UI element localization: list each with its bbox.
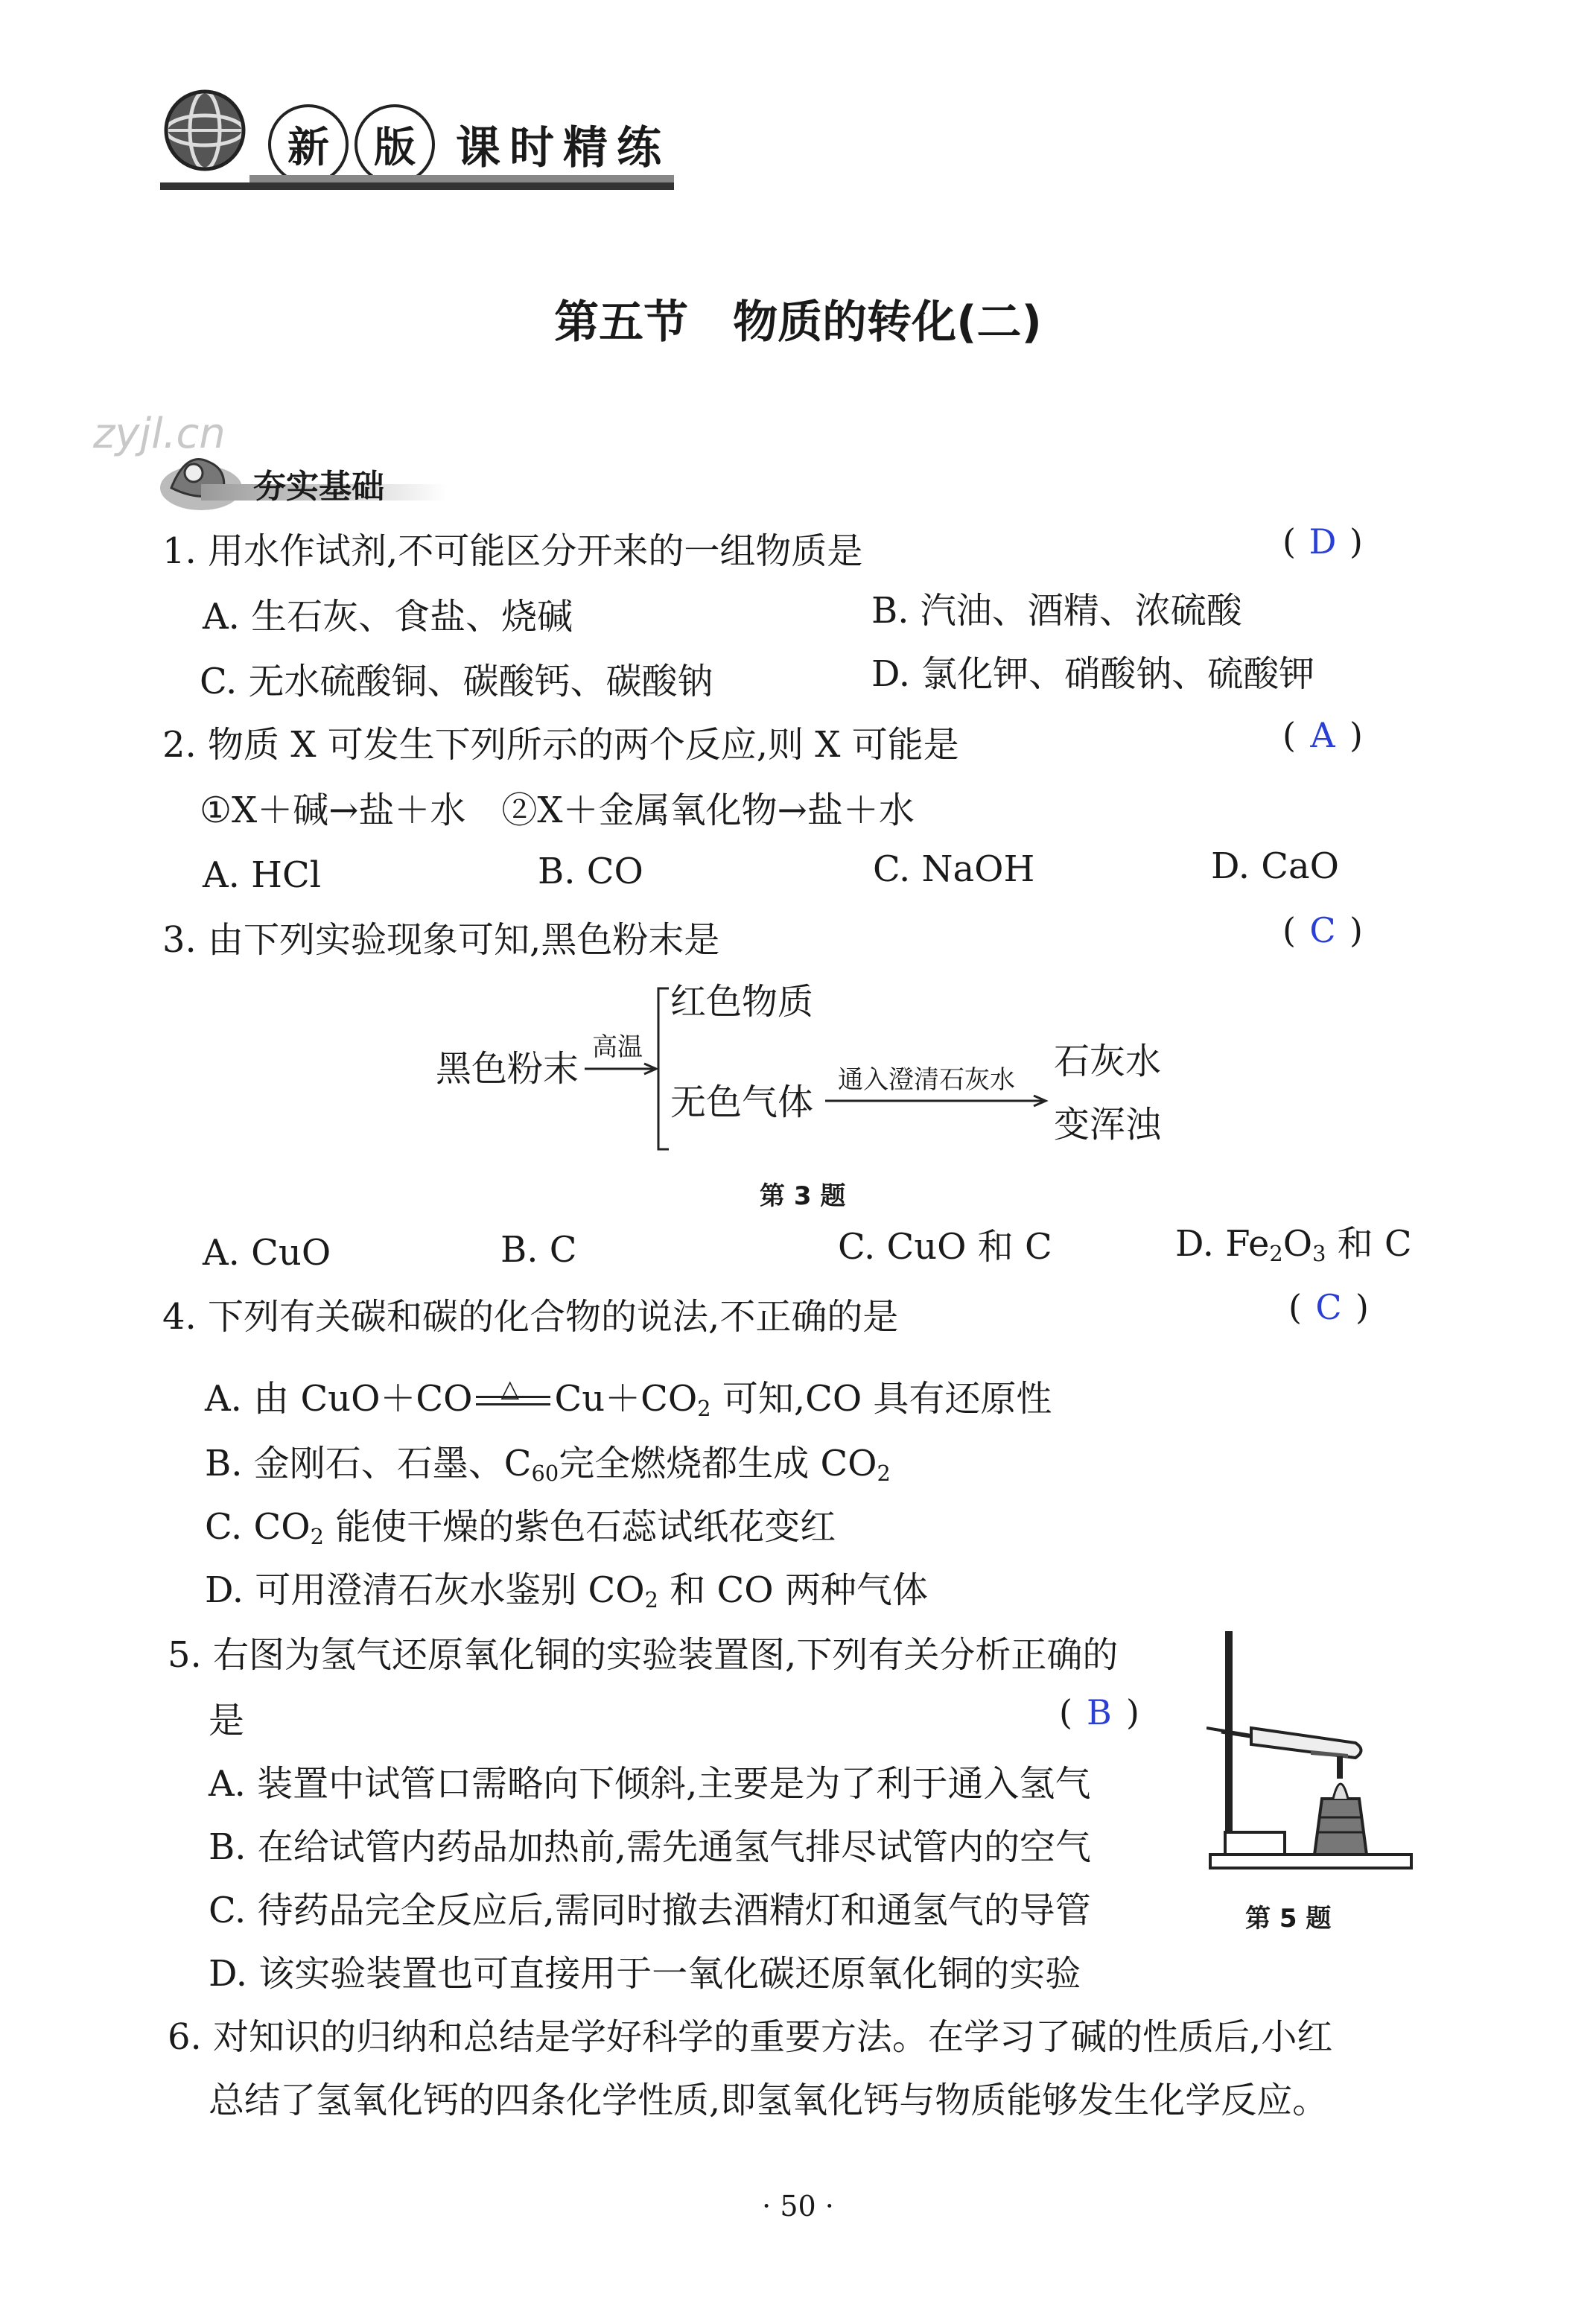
header-underline (160, 182, 674, 190)
q3-diagram-product-1: 红色物质 (670, 981, 814, 1023)
header (160, 71, 674, 197)
q4-answer: C (1315, 1287, 1342, 1327)
q5-option-b: B. 在给试管内药品加热前,需先通氢气排尽试管内的空气 (209, 1826, 1092, 1868)
q1-answer-slot: ( D ) (1282, 521, 1363, 562)
q5-option-c: C. 待药品完全反应后,需同时撤去酒精灯和通氢气的导管 (209, 1890, 1091, 1931)
q4-option-b: B. 金刚石、石墨、$C_{60}$完全燃烧都生成 $CO_2$ (205, 1443, 891, 1487)
q2-option-c: C. NaOH (873, 848, 1035, 890)
q3-option-a: A. CuO (203, 1232, 331, 1274)
q3-option-c: C. CuO 和 C (838, 1226, 1052, 1268)
q4-option-a: A. 由 CuO＋CO △ $Cu+CO_2$ 可知,CO 具有还原性 (205, 1376, 1052, 1421)
q2-answer-slot: ( A ) (1282, 715, 1363, 755)
header-badge-edition: 版 (355, 104, 435, 185)
q2-answer: A (1310, 715, 1335, 755)
q3-arrow-1 (585, 1061, 659, 1076)
q4-reaction-equals (473, 1373, 555, 1417)
q5-stem-line1: 5. 右图为氢气还原氧化铜的实验装置图,下列有关分析正确的 (168, 1634, 1119, 1676)
q3-bracket (655, 987, 670, 1151)
q3-option-d: D. $Fe_2O_3$ 和 C (1175, 1223, 1412, 1267)
q3-diagram-result-line2: 变浑浊 (1054, 1104, 1162, 1146)
page-number: · 50 · (762, 2190, 834, 2223)
q2-reactions: ①X＋碱→盐＋水 ②X＋金属氧化物→盐＋水 (200, 790, 915, 831)
q5-answer-slot: ( B ) (1059, 1692, 1139, 1732)
q4-option-d: D. 可用澄清石灰水鉴别 $CO_2$ 和 CO 两种气体 (205, 1569, 928, 1613)
q5-stem-line2: 是 (209, 1700, 245, 1741)
q3-arrow-2 (825, 1093, 1049, 1108)
q3-diagram-result-line1: 石灰水 (1054, 1041, 1162, 1082)
q3-diagram-condition: 高温 (592, 1032, 643, 1062)
q3-diagram-step: 通入澄清石灰水 (838, 1065, 1015, 1095)
q3-answer: C (1309, 910, 1336, 950)
q1-option-c: C. 无水硫酸铜、碳酸钙、碳酸钠 (200, 661, 713, 702)
q4-option-c: C. $CO_2$ 能使干燥的紫色石蕊试纸花变红 (205, 1506, 836, 1550)
q3-answer-slot: ( C ) (1282, 910, 1363, 950)
q2-stem: 2. 物质 X 可发生下列所示的两个反应,则 X 可能是 (162, 724, 959, 766)
q3-caption: 第 3 题 (760, 1181, 846, 1211)
q3-option-b: B. C (500, 1229, 577, 1271)
header-badge-new: 新 (268, 104, 349, 185)
header-series-title: 课时精练 (456, 122, 670, 174)
q5-caption: 第 5 题 (1245, 1904, 1332, 1934)
q3-diagram-start: 黑色粉末 (436, 1048, 579, 1090)
q4-stem: 4. 下列有关碳和碳的化合物的说法,不正确的是 (162, 1296, 899, 1338)
q1-option-d: D. 氯化钾、硝酸钠、硫酸钾 (871, 653, 1315, 695)
q1-stem: 1. 用水作试剂,不可能区分开来的一组物质是 (162, 530, 863, 572)
page-title: 第五节 物质的转化(二) (554, 296, 1042, 349)
q6-line1: 6. 对知识的归纳和总结是学好科学的重要方法。在学习了碱的性质后,小红 (168, 2016, 1333, 2058)
q4-heat-symbol: △ (500, 1373, 520, 1402)
header-underline-shadow (249, 175, 674, 182)
q5-answer: B (1087, 1692, 1112, 1732)
q1-option-b: B. 汽油、酒精、浓硫酸 (871, 590, 1242, 632)
section-decoration-icon (156, 443, 246, 514)
q1-option-a: A. 生石灰、食盐、烧碱 (203, 596, 573, 638)
q3-diagram-product-2: 无色气体 (670, 1081, 814, 1123)
q6-line2: 总结了氢氧化钙的四条化学性质,即氢氧化钙与物质能够发生化学反应。 (209, 2080, 1329, 2121)
q5-option-d: D. 该实验装置也可直接用于一氧化碳还原氧化铜的实验 (209, 1953, 1081, 1995)
q3-stem: 3. 由下列实验现象可知,黑色粉末是 (162, 919, 720, 961)
q1-answer: D (1309, 521, 1337, 562)
hydrogen-reduction-apparatus-icon (1206, 1631, 1415, 1877)
q5-option-a: A. 装置中试管口需略向下倾斜,主要是为了利于通入氢气 (209, 1763, 1091, 1805)
section-heading (156, 443, 439, 514)
q2-option-a: A. HCl (203, 854, 322, 896)
watermark-text: zyjl.cn (93, 410, 226, 458)
q4-answer-slot: ( C ) (1288, 1287, 1369, 1327)
section-title: 夯实基础 (253, 468, 384, 506)
q2-option-d: D. CaO (1211, 845, 1339, 887)
globe-logo-icon (160, 86, 249, 175)
q2-option-b: B. CO (538, 851, 643, 892)
q3-diagram (432, 976, 1214, 1169)
